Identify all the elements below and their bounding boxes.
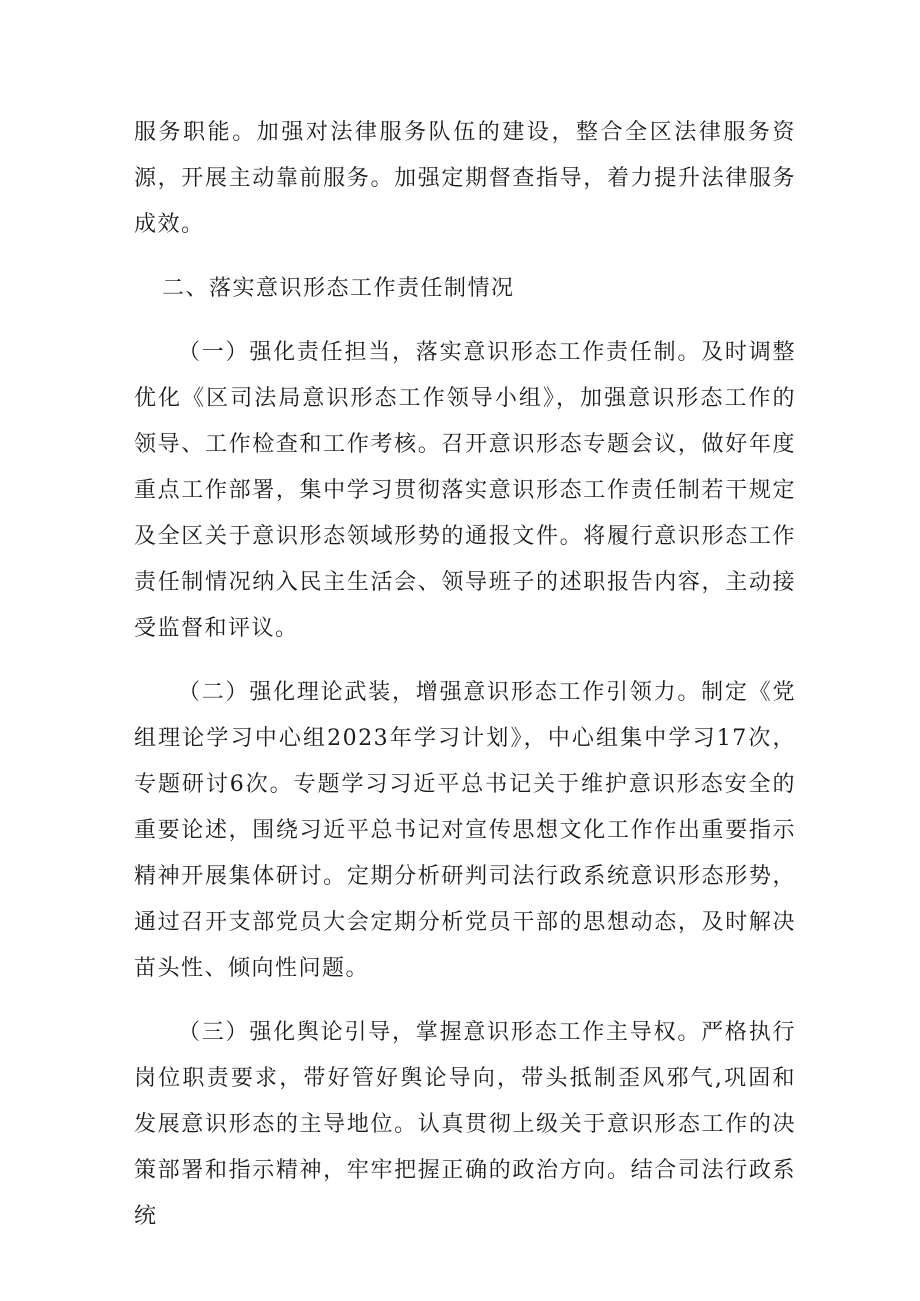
- paragraph-gap: [134, 652, 796, 670]
- paragraph-public-opinion: （三）强化舆论引导，掌握意识形态工作主导权。严格执行岗位职责要求，带好管好舆论导向，带头抵制歪风邪气,巩固和发展意识形态的主导地位。认真贯彻上级关于意识形态工作的决策部署和指示精神，牢牢把握正确的政治方向。结合司法行政系统: [134, 1020, 796, 1229]
- paragraph-gap: [134, 248, 796, 266]
- paragraph-gap: [134, 312, 796, 330]
- paragraph-theory: （二）强化理论武装，增强意识形态工作引领力。制定《党组理论学习中心组2023年学习计划》，中心组集中学习17次，专题研讨6次。专题学习习近平总书记关于维护意识形态安全的重要论述，围绕习近平总书记对宣传思想文化工作作出重要指示精神开展集体研讨。定期分析研判司法行政系统意识形态形势，通过召开支部党员大会定期分析党员干部的思想动态，及时解决苗头性、倾向性问题。: [134, 680, 796, 981]
- section-heading-ideology: 二、落实意识形态工作责任制情况: [162, 276, 515, 301]
- paragraph-legal-services: 服务职能。加强对法律服务队伍的建设，整合全区法律服务资源，开展主动靠前服务。加强定期督查指导，着力提升法律服务成效。: [134, 120, 796, 237]
- document-body: [134, 110, 796, 1240]
- paragraph-gap: [134, 992, 796, 1010]
- paragraph-responsibility: （一）强化责任担当，落实意识形态工作责任制。及时调整优化《区司法局意识形态工作领导小组》，加强意识形态工作的领导、工作检查和工作考核。召开意识形态专题会议，做好年度重点工作部署，集中学习贯彻落实意识形态工作责任制若干规定及全区关于意识形态领域形势的通报文件。将履行意识形态工作责任制情况纳入民主生活会、领导班子的述职报告内容，主动接受监督和评议。: [134, 340, 796, 641]
